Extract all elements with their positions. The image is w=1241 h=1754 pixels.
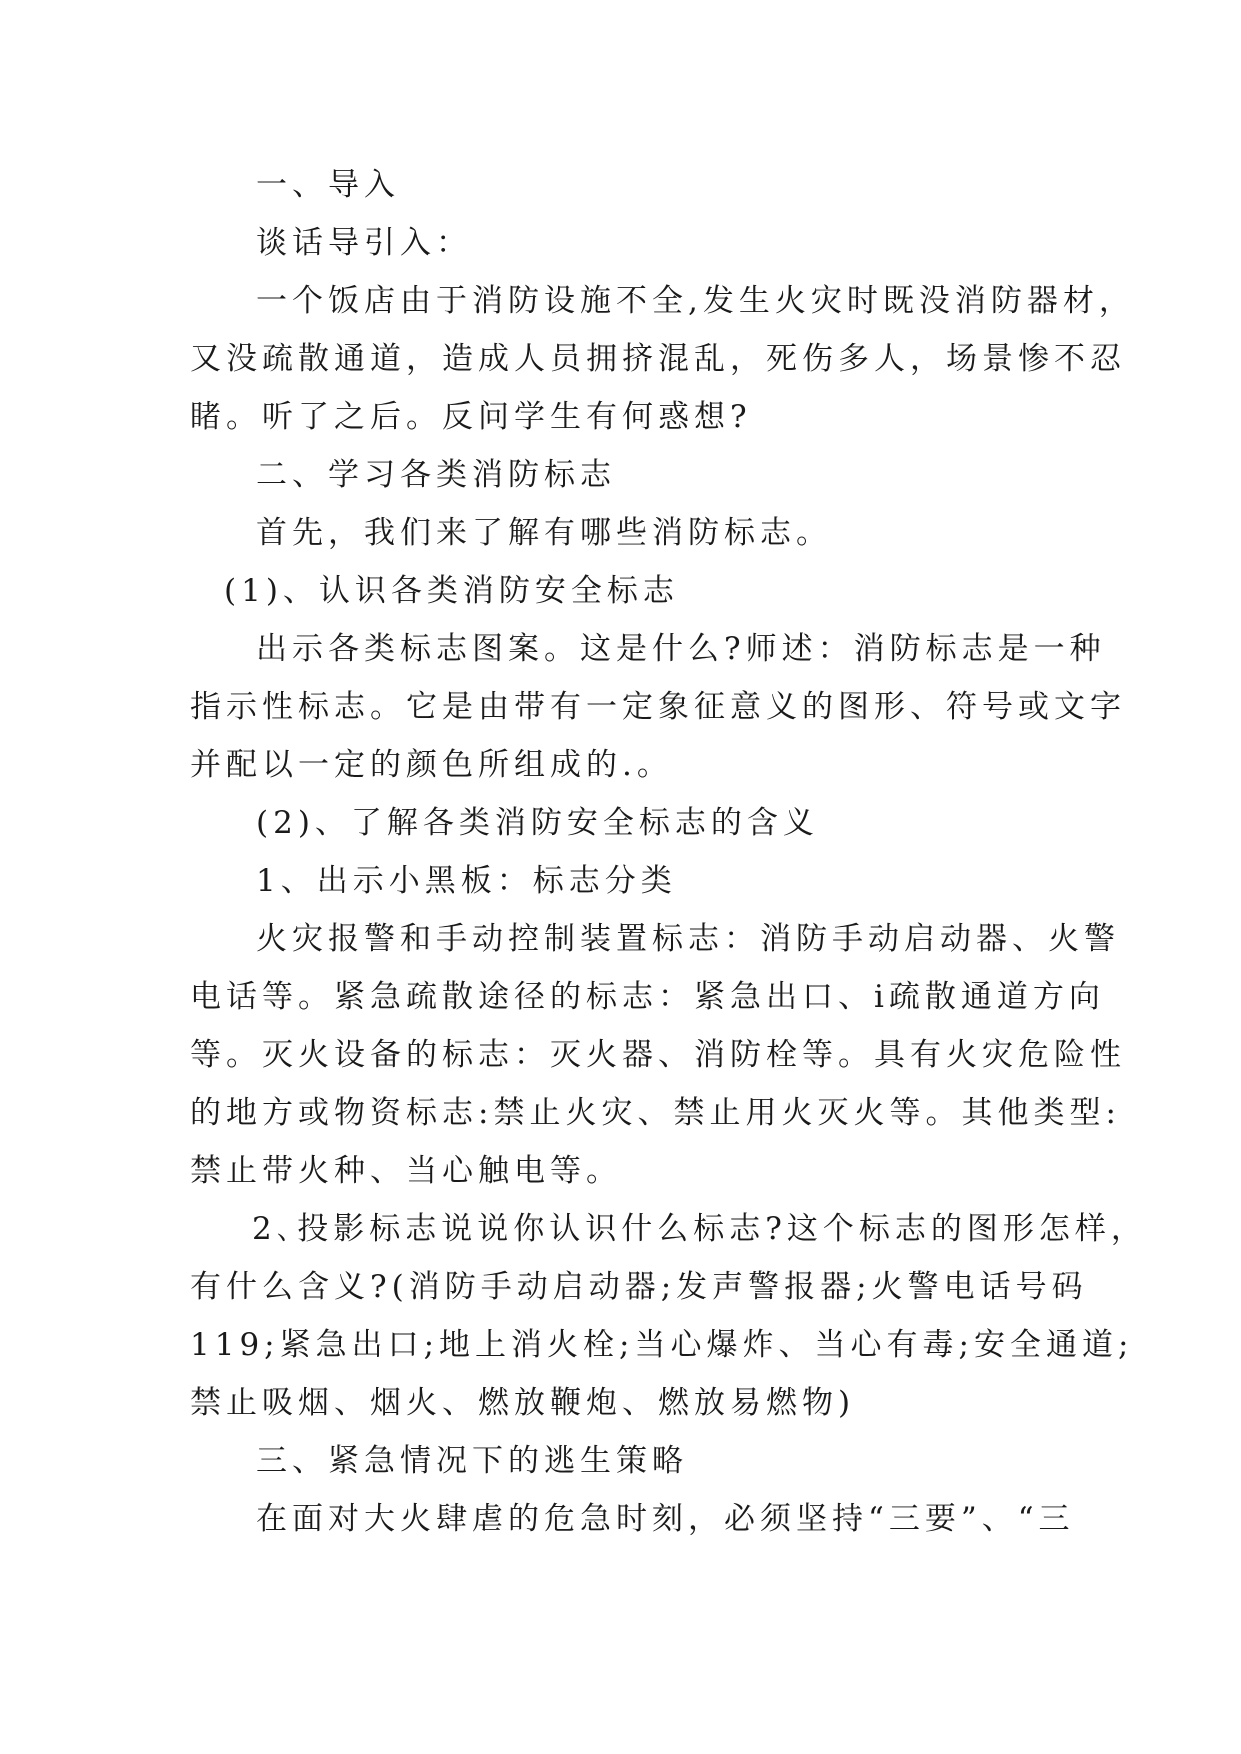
paragraph-line: 指示性标志。它是由带有一定象征意义的图形、符号或文字 (190, 689, 1126, 725)
paragraph-line: 火灾报警和手动控制装置标志：消防手动启动器、火警 (256, 921, 1120, 957)
list-item-heading: 1、出示小黑板：标志分类 (256, 863, 677, 899)
subsection-heading-1: (1)、认识各类消防安全标志 (224, 573, 679, 609)
list-item-heading: 2､投影标志说说你认识什么标志?这个标志的图形怎样， (252, 1211, 1147, 1247)
document-body (190, 156, 1147, 1548)
section-heading-signs: 二、学习各类消防标志 (256, 457, 616, 493)
subsection-heading-2: (2)、了解各类消防安全标志的含义 (256, 805, 819, 841)
paragraph-line: 一个饭店由于消防设施不全,发生火灾时既没消防器材， (256, 283, 1135, 319)
paragraph-line: 有什么含义?(消防手动启动器;发声警报器;火警电话号码 (190, 1269, 1088, 1305)
paragraph-line: 睹。听了之后。反问学生有何惑想? (190, 399, 752, 435)
paragraph-line: 等。灭火设备的标志：灭火器、消防栓等。具有火灾危险性 (190, 1037, 1126, 1073)
paragraph-line: 并配以一定的颜色所组成的.。 (190, 747, 673, 783)
paragraph-line: 电话等。紧急疏散途径的标志：紧急出口、i疏散通道方向 (190, 979, 1105, 1015)
paragraph-line: 119;紧急出口;地上消火栓;当心爆炸、当心有毒;安全通道; (190, 1327, 1134, 1363)
paragraph-line: 又没疏散通道，造成人员拥挤混乱，死伤多人，场景惨不忍 (190, 341, 1126, 377)
paragraph-line: 出示各类标志图案。这是什么?师述：消防标志是一种 (256, 631, 1106, 667)
paragraph-line: 谈话导引入： (256, 225, 472, 261)
paragraph-line: 首先，我们来了解有哪些消防标志。 (256, 515, 832, 551)
paragraph-line: 禁止吸烟、烟火、燃放鞭炮、燃放易燃物) (190, 1385, 856, 1421)
section-heading-escape: 三、紧急情况下的逃生策略 (256, 1443, 688, 1479)
paragraph-line: 的地方或物资标志:禁止火灾、禁止用火灭火等。其他类型: (190, 1095, 1121, 1131)
section-heading-intro: 一、导入 (256, 167, 400, 203)
paragraph-line: 在面对大火肆虐的危急时刻，必须坚持“三要”、“三 (256, 1501, 1075, 1537)
paragraph-line: 禁止带火种、当心触电等。 (190, 1153, 622, 1189)
